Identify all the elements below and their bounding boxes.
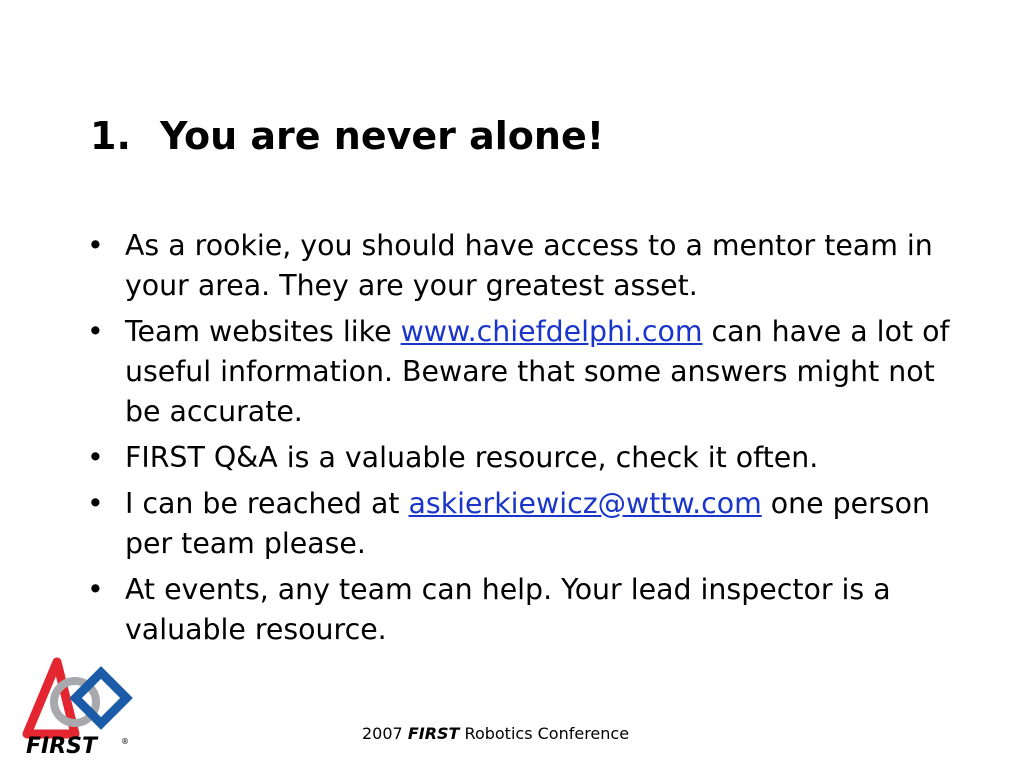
email-link[interactable]: askierkiewicz@wttw.com [408,487,762,520]
bullet-text-before: I can be reached at [125,487,409,520]
bullet-text-after: one person per team please. [125,487,930,560]
bullet-text-after: can have a lot of useful information. Beware that some answers might not be accurate. [125,315,950,428]
bullet-dot: • [87,229,104,262]
footer-first: FIRST [407,724,460,743]
bullet-list [87,226,957,656]
bullet-item-first-qa [87,438,957,478]
bullet-item-contact [87,484,957,564]
bullet-text-before: Team websites like [125,315,401,348]
logo-wordmark: FIRST [26,734,98,759]
slide-title-text: You are never alone! [160,114,605,158]
bullet-item-team-websites [87,312,957,432]
slide-title-number: 1. [90,114,131,158]
first-logo-icon [17,656,137,760]
bullet-text: As a rookie, you should have access to a mentor team in your area. They are your greatest asset. [125,229,933,302]
bullet-text: At events, any team can help. Your lead inspector is a valuable resource. [125,573,891,646]
chiefdelphi-link[interactable]: www.chiefdelphi.com [400,315,703,348]
slide-title [90,108,604,164]
bullet-dot: • [87,441,104,474]
footer-year: 2007 [362,724,403,743]
bullet-dot: • [87,315,104,348]
bullet-text: FIRST Q&A is a valuable resource, check it often. [125,441,819,474]
bullet-dot: • [87,573,104,606]
bullet-item-mentor [87,226,957,306]
footer-rest: Robotics Conference [464,724,630,743]
logo-registered-mark: ® [121,737,129,746]
footer [362,723,629,745]
bullet-item-events [87,570,957,650]
bullet-dot: • [87,487,104,520]
